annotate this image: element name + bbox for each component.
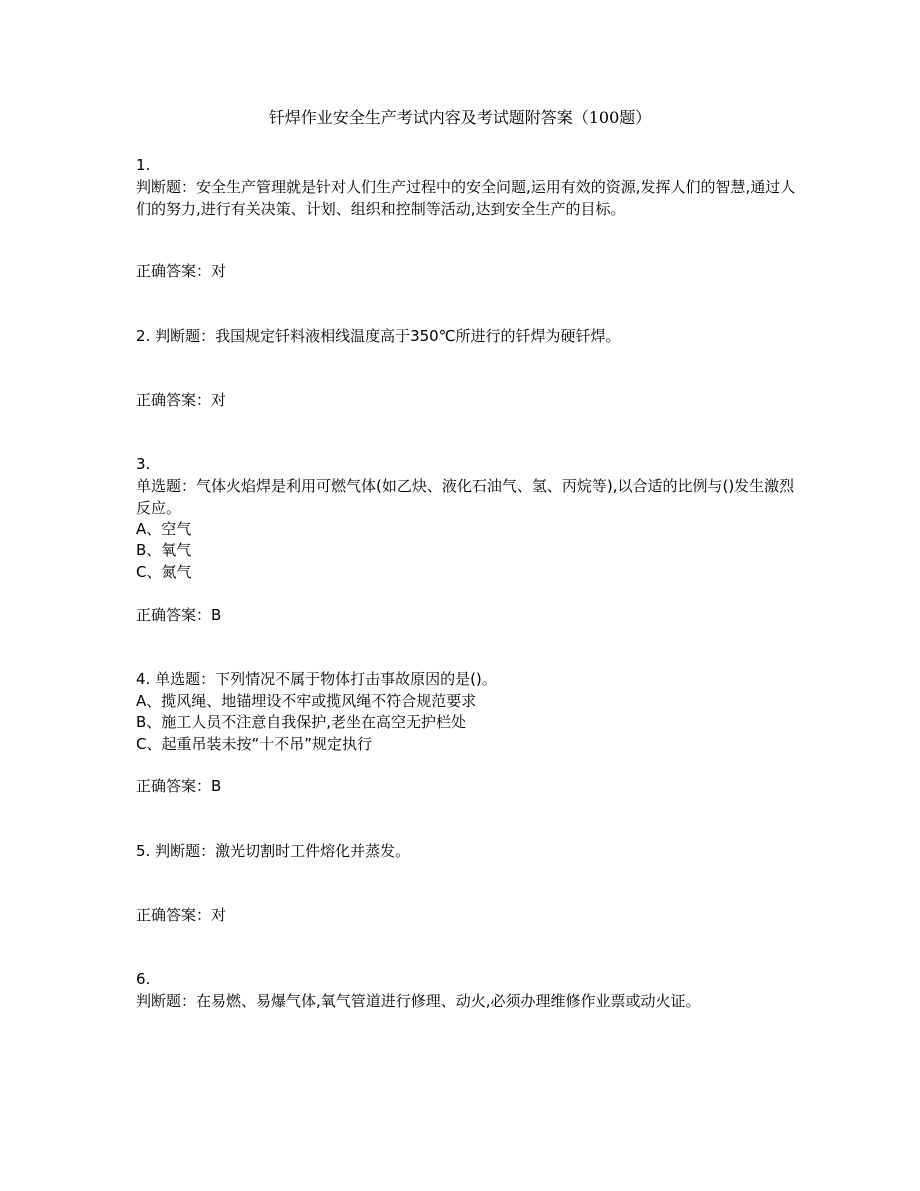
question-5-text: 5. 判断题：激光切割时工件熔化并蒸发。 (136, 842, 411, 860)
question-2-text: 2. 判断题：我国规定钎料液相线温度高于350℃所进行的钎焊为硬钎焊。 (136, 327, 621, 345)
question-5-answer: 正确答案：对 (136, 906, 227, 924)
question-3-number: 3. (136, 455, 151, 473)
question-4-option-c: C、起重吊装未按“十不吊”规定执行 (136, 735, 373, 753)
question-1-answer: 正确答案：对 (136, 262, 227, 280)
question-4-answer: 正确答案：B (136, 777, 222, 795)
question-6-number: 6. (136, 970, 151, 988)
page-title: 钎焊作业安全生产考试内容及考试题附答案（100题） (268, 108, 652, 127)
question-4-option-b: B、施工人员不注意自我保护,老坐在高空无护栏处 (136, 713, 467, 731)
question-3-answer: 正确答案：B (136, 606, 222, 624)
question-3-option-a: A、空气 (136, 520, 192, 538)
question-4-option-a: A、揽风绳、地锚埋设不牢或揽风绳不符合规范要求 (136, 692, 477, 710)
question-1-text: 判断题：安全生产管理就是针对人们生产过程中的安全问题,运用有效的资源,发挥人们的智慧,通过人们的努力,进行有关决策、计划、组织和控制等活动,达到安全生产的目标。 (136, 178, 796, 218)
question-2-answer: 正确答案：对 (136, 391, 227, 409)
question-1-number: 1. (136, 156, 151, 174)
question-4-text: 4. 单选题：下列情况不属于物体打击事故原因的是()。 (136, 670, 497, 688)
question-3-option-c: C、氮气 (136, 563, 192, 581)
question-3-text: 单选题：气体火焰焊是利用可燃气体(如乙炔、液化石油气、氢、丙烷等),以合适的比例与()发生激烈反应。 (136, 477, 795, 517)
question-6-text: 判断题：在易燃、易爆气体,氧气管道进行修理、动火,必须办理维修作业票或动火证。 (136, 992, 701, 1010)
question-3-option-b: B、氧气 (136, 541, 192, 559)
